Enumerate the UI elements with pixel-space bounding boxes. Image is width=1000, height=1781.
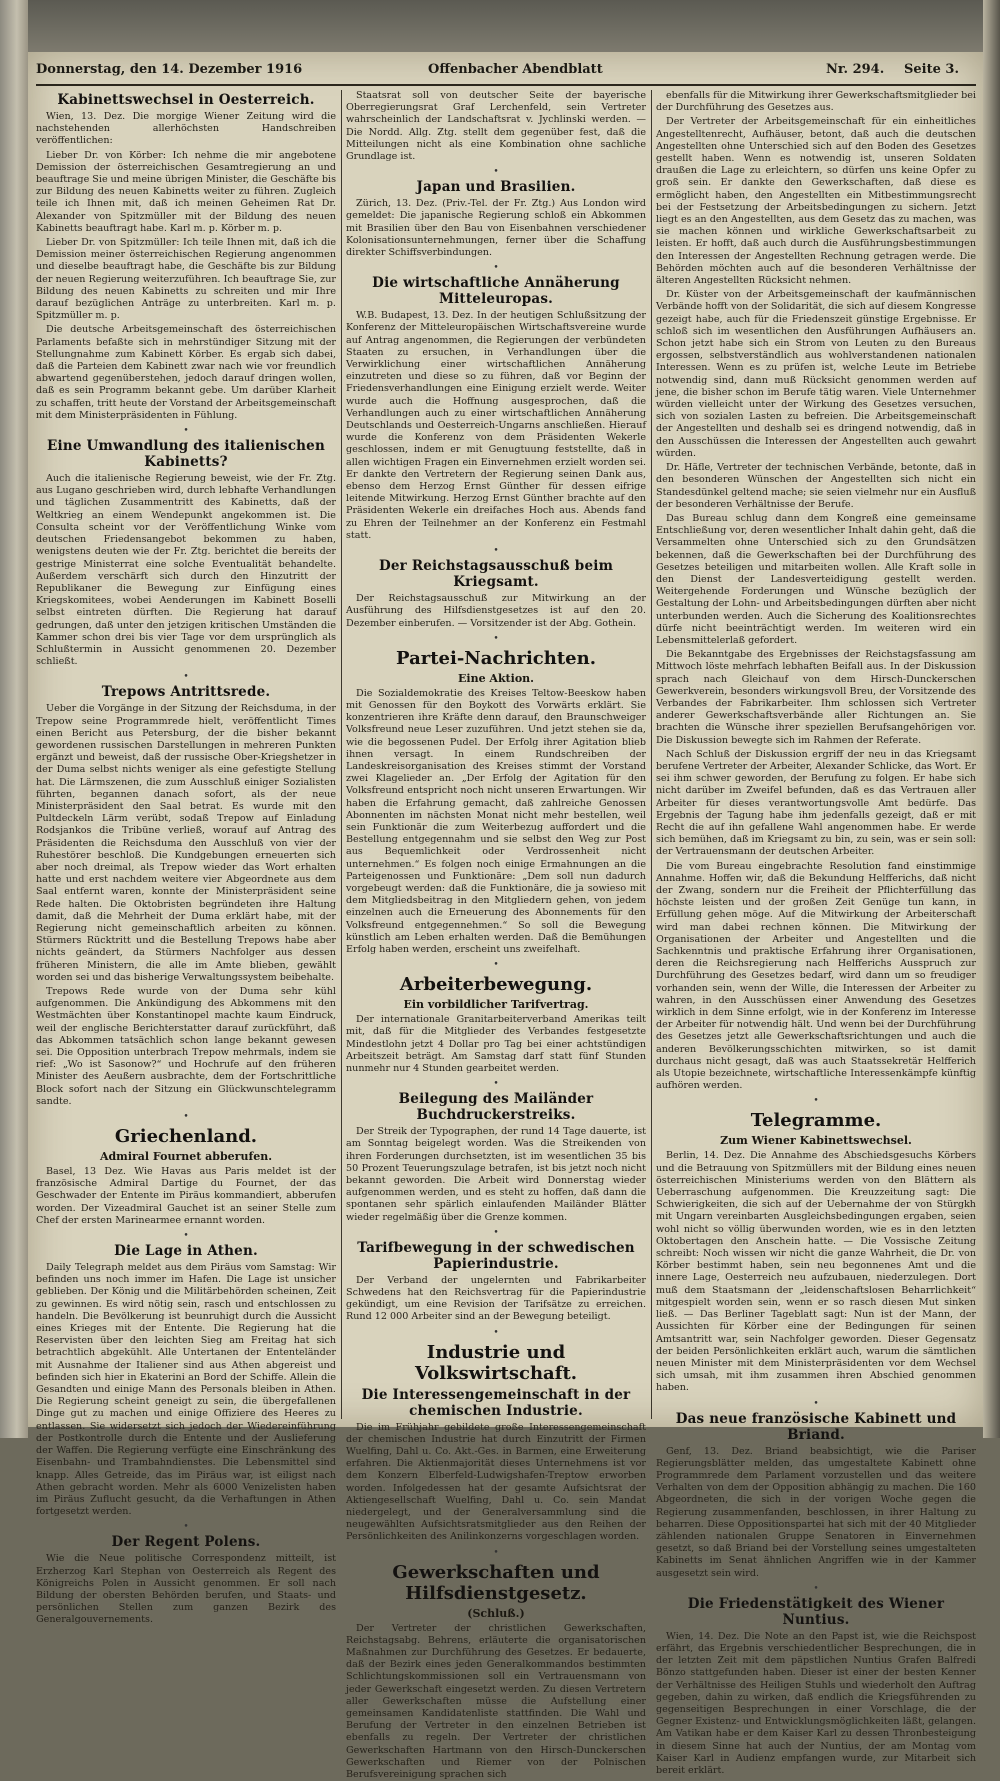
- article-paragraph: Die Bekanntgabe des Ergebnisses der Reichstagsfassung am Mittwoch löste mehrfach lebhaften Beifall aus. In der Diskussion sprach nach Gleichauf von dem Hirsch-Dunckerschen Gewerkverein, besonders wirkungsvoll Breu, der Vorsitzende des Verbandes der Fabrikarbeiter. Ihm schlossen sich Vertreter anderer Gewerkschaftsverbände aller Richtungen an. Sie brachten die Wünsche ihrer speziellen Berufsangehörigen vor. Die Diskussion bewegte sich im Rahmen der Referate.: [656, 649, 976, 746]
- article-paragraph: Dr. Häfle, Vertreter der technischen Verbände, betonte, daß in den besonderen Wünschen der Angestellten sich nicht ein Standesdünkel geltend mache; sie seien vielmehr nur ein Ausfluß der besonderen Verhältnisse der Berufe.: [656, 462, 976, 510]
- separator-dot: •: [493, 167, 499, 178]
- column-2: [346, 90, 646, 1781]
- article-paragraph: Berlin, 14. Dez. Die Annahme des Abschiedsgesuchs Körbers und die Betrauung von Spitzmüllers mit der Bildung eines neuen österreichischen Ministeriums werden von den Blättern als Ueberraschung aufgenommen. Die Kreuzzeitung sagt: Die Schwierigkeiten, die sich auf der Uebernahme der von Stürgkh mit Ungarn vereinbarten Ausgleichsbedingungen ergaben, seien wohl nicht so völlig überwunden worden, wie es in den letzten Oktobertagen den Anschein hatte. — Die Vossische Zeitung schreibt: Noch wissen wir nicht die ganze Wahrheit, die Dr. von Körber bestimmt haben, sein neu begonnenes Amt und die innere Lage, Oesterreich neu aufzubauen, niederzulegen. Dort muß dem Staatsmann der „leidenschaftslosen Beharrlichkeit“ mitgespielt worden sein, wenn er so rasch diesen Mut sinken ließ. — Das Berliner Tageblatt sagt: Nun ist der Mann, der Aussichten für Körber eine der Bedingungen für seinen Amtsantritt war, sein Nachfolger geworden. Dieser Gegensatz der beiden Persönlichkeiten erklärt auch, warum die sämtlichen neuen Minister mit dem Ministerpräsidenten vor dem Wechsel sich umsah, mit ihm zusammen ihren Abschied genommen haben.: [656, 1150, 976, 1394]
- section-heading: Telegramme.: [750, 1110, 882, 1132]
- article-headline: Der Reichstagsausschuß beim Kriegsamt.: [378, 558, 614, 591]
- section-heading: Arbeiterbewegung.: [399, 974, 593, 996]
- article-paragraph: Der Reichstagsausschuß zur Mitwirkung an der Ausführung des Hilfsdienstgesetzes ist auf den 20. Dezember einberufen. — Vorsitzender ist der Abg. Gothein.: [346, 593, 646, 629]
- column-rule: [651, 90, 652, 1419]
- masthead-page: Seite 3.: [904, 62, 959, 77]
- article-headline: Kabinettswechsel in Oesterreich.: [57, 92, 315, 108]
- article: [346, 558, 646, 630]
- separator-dot: •: [493, 263, 499, 274]
- separator-dot: •: [493, 1547, 499, 1558]
- article: [346, 179, 646, 259]
- article-headline: Ein vorbildlicher Tarifvertrag.: [403, 998, 589, 1012]
- article-paragraph: Zürich, 13. Dez. (Priv.-Tel. der Fr. Ztg.) Aus London wird gemeldet: Die japanische Regierung schloß ein Abkommen mit Brasilien über den Bau von Eisenbahnen verschiedener Kolonisationsunternehmungen, ferner über die Schaffung direkter Schiffsverbindungen.: [346, 198, 646, 259]
- article-headline: Eine Aktion.: [458, 671, 534, 685]
- article: [656, 90, 976, 1092]
- article-headline: Admiral Fournet abberufen.: [99, 1150, 273, 1164]
- separator-dot: •: [493, 1079, 499, 1090]
- column-3: [656, 90, 976, 1776]
- separator-dot: •: [493, 546, 499, 557]
- article: [346, 1342, 646, 1544]
- article-headline: Die Interessengemeinschaft in der chemischen Industrie.: [361, 1386, 631, 1419]
- article-headline: Die Friedenstätigkeit des Wiener Nuntius.: [687, 1595, 945, 1628]
- article-headline: Der Regent Polens.: [111, 1534, 261, 1551]
- section-heading: Partei-Nachrichten.: [396, 647, 596, 669]
- article-paragraph: Der Vertreter der Arbeitsgemeinschaft für ein einheitliches Angestelltenrecht, Aufhäuser, betont, daß auch die deutschen Angestellten ohne Unterschied sich auf den Boden des Gesetzes gestellt haben. Wenn es notwendig ist, unseren Soldaten draußen die Lage zu erleichtern, so dürfen uns keine Opfer zu groß sein. Er dankte den Gewerkschaften, daß diese es ermöglicht haben, den Angestellten ein Mitbestimmungsrecht bei der Festsetzung der Arbeitsbedingungen zu sichern. Jetzt liegt es an den Angestellten, aus dem Gesetz das zu machen, was sie machen können und wirkliche Gewerkschaftsarbeit zu leisten. Er hofft, daß auch durch die Ausführungsbestimmungen den Interessen der Angestellten Rechnung getragen werde. Die Behörden möchten auch auf die besonderen Verhältnisse der älteren Angestellten Rücksicht nehmen.: [656, 116, 976, 287]
- masthead-date: Donnerstag, den 14. Dezember 1916: [36, 62, 303, 77]
- column-1: [36, 90, 336, 1626]
- article-paragraph: Daily Telegraph meldet aus dem Piräus vom Samstag: Wir befinden uns noch immer im Hafen. Die Lage ist unsicher geblieben. Der König und die Militärbehörden scheinen, Zeit zu gewinnen. Es wird nötig sein, rasch und entschlossen zu handeln. Die Bevölkerung ist beunruhigt durch die Aussicht eines Krieges mit der Entente. Die Regierung hat die Reservisten über den leichten Sieg am Freitag hat sich betrachtlich abgekühlt. Alle Untertanen der Ententeländer mit Ausnahme der Italiener sind aus Athen abgereist und befinden sich hier in Ekaterini an Bord der Schiffe. Allein die Gesandten und einige Mann des Personals bleiben in Athen. Die Regierung scheint geneigt zu sein, die übergefallenen Dinge gut zu machen und einige Offiziere des Heeres zu entlassen. Sie widersetzt sich jedoch der Wiedereinführung der Postkontrolle durch die Entente und der Auslieferung der Waffen. Die Regierung verfügte eine Einschränkung des Eisenbahn- und Trambahndienstes. Die Lebensmittel sind knapp. Alles Getreide, das im Piräus war, ist eiligst nach Athen gebracht worden. Mehr als 6000 Venizelisten haben im Piräus Zuflucht gesucht, da die Verhaftungen in Athen fortgesetzt werden.: [36, 1262, 336, 1518]
- article-paragraph: Der Vertreter der christlichen Gewerkschaften, Reichstagsabg. Behrens, erläuterte die organisatorischen Maßnahmen zur Durchführung des Gesetzes. Er bedauerte, daß der Bezirk eines jeden Generalkommandos bestimmten Schlichtungskommissionen soll ein Vertrauensmann von jeder Gewerkschaft eingesetzt werden. Zu diesen Vertretern aller Gewerkschaften müsse die Aufstellung einer gemeinsamen Kandidatenliste stattfinden. Die Wahl und Berufung der Vertreter in den einzelnen Betrieben ist ebenfalls zu regeln. Der Vertreter der christlichen Gewerkschaften Hartmann von den Hirsch-Dunckerschen Gewerkschaften und Riemer von der Polnischen Berufsvereinigung sprachen sich: [346, 1622, 646, 1781]
- article-paragraph: Der Verband der ungelernten und Fabrikarbeiter Schwedens hat den Reichsvertrag für die Papierindustrie gekündigt, um eine Revision der Tarifsätze zu erreichen. Rund 12 000 Arbeiter sind an der Bewegung beteiligt.: [346, 1274, 646, 1323]
- article: [656, 1596, 976, 1777]
- separator-dot: •: [493, 1327, 499, 1338]
- article-paragraph: Ueber die Vorgänge in der Sitzung der Reichsduma, in der Trepow seine Programmrede hielt, veröffentlicht Times einen Bericht aus Petersburg, der die bisher bekannt gewordenen russischen Darstellungen in mehreren Punkten ergänzt und beweist, daß der russische Ober-Kriegshetzer in der Duma selbst nichts weniger als eine gefestigte Stellung hat. Die Lärmszenen, die zum Ausschluß einiger Sozialisten führten, begannen danach sofort, als der neue Ministerpräsident den Saal betrat. Es wurde mit den Pultdeckeln Lärm verübt, sodaß Trepow auf Einladung Rodsjankos die Tribüne verließ, worauf auf Antrag des Präsidenten die Reichsduma den Ausschluß von vier der Ruhestörer beschloß. Die Kundgebungen erneuerten sich aber noch dreimal, als Trepow wieder das Wort erhalten hatte und erst nachdem weitere vier Abgeordnete aus dem Saal entfernt waren, konnte der Ministerpräsident seine Rede halten. Die Oktobristen begründeten ihre Haltung damit, daß die Mehrheit der Duma erklärt habe, mit der Regierung nicht gemeinschaftlich arbeiten zu können. Stürmers Rücktritt und die Bestellung Trepows habe aber nichts geändert, da Stürmers Nachfolger aus dessen früheren Ministern, die alle im Amte blieben, gewählt worden sei und das bisherige Verwaltungssystem beibehalte.: [36, 703, 336, 983]
- article-paragraph: Die vom Bureau eingebrachte Resolution fand einstimmige Annahme. Hoffen wir, daß die Bekundung Helfferichs, daß nicht der Zwang, sondern nur die Freiheit der Pflichterfüllung das höchste leisten und der großen Zeit Genüge tun kann, in Erfüllung gehen möge. Auf die Mitwirkung der Arbeiterschaft wird man dabei rechnen können. Die Mitwirkung der Organisationen der Arbeiter und Angestellten und die Sachkenntnis und praktische Erfahrung ihrer Organisationen, deren die Reichsregierung nach Helfferichs Ausspruch zur Durchführung des Gesetzes bedarf, wird dann um so freudiger vorhanden sein, wenn der Wille, die Interessen der Arbeiter zu wahren, in den Ausschüssen einer Anwendung des Gesetzes wirklich in dem Sinne erfolgt, wie in der Konferenz im Interesse der Arbeiter für notwendig hält. Und wenn bei der Durchführung des Gesetzes jetzt alle Gewerkschaftsrichtungen und auch die anderen Bevölkerungsschichten mitwirken, so ist damit durchaus nicht gesagt, daß was auch Staatssekretär Helfferich als Utopie bezeichnete, wirtschaftliche Interessenkämpfe künftig aufhören werden.: [656, 860, 976, 1092]
- article-paragraph: Dr. Küster von der Arbeitsgemeinschaft der kaufmännischen Verbände hofft von der Solidarität, die sich auf diesem Kongresse gezeigt habe, auch für die Friedenszeit günstige Ergebnisse. Er schloß sich im wesentlichen den Ausführungen Aufhäusers an. Schon jetzt habe sich ein Strom von Leuten zu den Bureaus ergossen, selbstverständlich aus wohlverstandenen nationalen Interessen. Wenn es zu prüfen ist, welche Leute im Betriebe notwendig sind, dann muß Rücksicht genommen werden auf jene, die bisher schon im Berufe tätig waren. Viele Unternehmer würden vielleicht unter der Wirkung des Gesetzes versuchen, sich von sozialen Lasten zu befreien. Die Arbeitsgemeinschaft der Angestellten und deshalb sei es dringend notwendig, daß in den Ausschüssen die Interessen der Angestellten auch gewahrt würden.: [656, 289, 976, 459]
- scan-background-top: [0, 0, 1000, 52]
- article-headline: Die wirtschaftliche Annäherung Mitteleuropas.: [372, 275, 620, 308]
- article-paragraph: Lieber Dr. von Körber: Ich nehme die mir angebotene Demission der österreichischen Gesamtregierung an und beauftrage Sie und meine übrigen Minister, die Geschäfte bis zur Bildung des neuen Kabinetts weiter zu führen. Zugleich teile ich Ihnen mit, daß ich meinen Geheimen Rat Dr. Alexander von Spitzmüller mit der Bildung des neuen Kabinetts beauftragt habe. Karl m. p. Körber m. p.: [36, 149, 336, 234]
- article-paragraph: Wien, 13. Dez. Die morgige Wiener Zeitung wird die nachstehenden allerhöchsten Handschreiben veröffentlichen:: [36, 111, 336, 147]
- separator-dot: •: [183, 1112, 189, 1123]
- article-paragraph: Der internationale Granitarbeiterverband Amerikas teilt mit, daß für die Mitglieder des Verbandes festgesetzte Mindestlohn jetzt 4 Dollar pro Tag bei einer achtstündigen Arbeitszeit beträgt. Am Samstag darf statt fünf Stunden nunmehr nur 4 Stunden gearbeitet werden.: [346, 1014, 646, 1074]
- column-rule: [341, 90, 342, 1419]
- scan-background-right: [983, 0, 1000, 1438]
- newspaper-page: [28, 52, 983, 1781]
- article: [346, 1240, 646, 1324]
- article-paragraph: W.B. Budapest, 13. Dez. In der heutigen Schlußsitzung der Konferenz der Mitteleuropäischen Wirtschaftsvereine wurde auf Antrag angenommen, die Regierungen der verbündeten Staaten zu ersuchen, in Verhandlungen über die Verwirklichung einer wirtschaftlichen Annäherung einzutreten und diese so zu führen, daß vor Beginn der Friedensverhandlungen eine Einigung erzielt werde. Weiter wurde auch die Hoffnung ausgesprochen, daß die Verhandlungen auch zu einer wirtschaftlichen Annäherung Deutschlands und Oesterreich-Ungarns anschließen. Hierauf wurde die Konferenz von dem Präsidenten Wekerle geschlossen, indem er mit Genugtuung feststellte, daß in allen wichtigen Fragen ein Einvernehmen erzielt worden sei. Er dankte den Vertretern der Regierung seinen Dank aus, ebenso dem Herzog Ernst Günther für dessen eifrige leitende Mitwirkung. Herzog Ernst Günther brachte auf den Präsidenten Wekerle ein dreifaches Hoch aus. Abends fand zu Ehren der Teilnehmer an der Konferenz ein Festmahl statt.: [346, 310, 646, 541]
- article: [656, 1411, 976, 1580]
- article-headline: Trepows Antrittsrede.: [101, 684, 271, 701]
- article: [656, 1110, 976, 1394]
- article: [36, 1243, 336, 1518]
- article: [36, 684, 336, 1108]
- separator-dot: •: [183, 672, 189, 683]
- article-paragraph: Nach Schluß der Diskussion ergriff der neu in das Kriegsamt berufene Vertreter der Arbeiter, Alexander Schlicke, das Wort. Er sei ihm schwer geworden, der Berufung zu folgen. Er habe sich nicht darüber im Zweifel befunden, daß es das Vertrauen aller Arbeiter für dieses verantwortungsvolle Amt bedürfe. Das Ergebnis der Tagung habe ihm jedenfalls gezeigt, daß er mit Recht die auf ihn gefallene Wahl angenommen habe. Er werde sich bemühen, daß im Kriegsamt zu bin, zu sein, was er sein soll: der Vertrauensmann der deutschen Arbeiter.: [656, 748, 976, 858]
- masthead-issue: Nr. 294.: [826, 62, 885, 77]
- masthead-paper: Offenbacher Abendblatt: [428, 62, 603, 77]
- separator-dot: •: [813, 1398, 819, 1409]
- article-paragraph: Staatsrat soll von deutscher Seite der bayerische Oberregierungsrat Graf Lerchenfeld, sein Vertreter wahrscheinlich der Landschaftsrat v. Jychlinski werden. — Die Nordd. Allg. Ztg. stellt dem gegenüber fest, daß die Mitteilungen nicht als eine Kombination ohne sachliche Grundlage ist.: [346, 90, 646, 163]
- article: [346, 90, 646, 163]
- article-paragraph: ebenfalls für die Mitwirkung ihrer Gewerkschaftsmitglieder bei der Durchführung des Gesetzes aus.: [656, 90, 976, 114]
- article-paragraph: Wie die Neue politische Correspondenz mitteilt, ist Erzherzog Karl Stephan von Oesterreich als Regent des Königreichs Polen in Aussicht genommen. Er soll nach Bildung der obersten Behörden berufen, und Staats- und persönlichen Stellen zum ganzen Bezirk des Generalgouvernements.: [36, 1553, 336, 1626]
- article: [36, 1534, 336, 1626]
- article-paragraph: Die deutsche Arbeitsgemeinschaft des österreichischen Parlaments befaßte sich in mehrstündiger Sitzung mit der Stellungnahme zum Kabinett Körber. Es ergab sich dabei, daß die Parteien dem Kabinett zwar nach wie vor freundlich abwartend gegenüberstehen, jedoch darauf dringen wollen, daß es sein Programm bekannt gebe. Um darüber Klarheit zu schaffen, tritt heute der Vorstand der Arbeitsgemeinschaft mit dem Ministerpräsidenten in Fühlung.: [36, 324, 336, 421]
- masthead: [36, 62, 976, 84]
- article: [346, 275, 646, 542]
- separator-dot: •: [183, 426, 189, 437]
- separator-dot: •: [813, 1096, 819, 1107]
- article-paragraph: Die im Frühjahr gebildete große Interessengemeinschaft der chemischen Industrie hat durch Einzutritt der Firmen Wuelfing, Dahl u. Co. Akt.-Ges. in Barmen, eine Erweiterung erfahren. Die Aktienmajorität dieses Unternehmens ist vor dem Konzern Elberfeld-Ludwigshafen-Treptow erworben worden. Infolgedessen hat der gesamte Aufsichtsrat der Aktiengesellschaft Wuelfing, Dahl u. Co. sein Mandat niedergelegt, und der Generalversammlung sind die neugewählten Aufsichtsratsmitglieder aus den Reihen der Persönlichkeiten des Anilinkonzerns vorgeschlagen worden.: [346, 1421, 646, 1543]
- article-headline: Beilegung des Mailänder Buchdruckerstreiks.: [398, 1091, 594, 1124]
- separator-dot: •: [183, 1231, 189, 1242]
- separator-dot: •: [183, 1522, 189, 1533]
- article: [346, 648, 646, 956]
- separator-dot: •: [493, 1227, 499, 1238]
- article: [36, 438, 336, 668]
- section-heading: Gewerkschaften und Hilfsdienstgesetz.: [392, 1561, 600, 1604]
- separator-dot: •: [493, 960, 499, 971]
- article-headline: Zum Wiener Kabinettswechsel.: [720, 1134, 912, 1148]
- article-paragraph: Das Bureau schlug dann dem Kongreß eine gemeinsame Entschließung vor, deren wesentlicher Inhalt dahin geht, daß die Versammelten ohne Unterschied sich zu den Grundsätzen bekennen, daß die Gewerkschaften bei der Durchführung des Gesetzes beteiligen und mitarbeiten wollen. Alle Kraft solle in den Dienst der Landesverteidigung gestellt werden. Weitergehende Forderungen und Wünsche bezüglich der Gestaltung der Lohn- und Arbeitsbedingungen dürften aber nicht unterbunden werden. Auch die Sicherung des Koalitionsrechtes dürfe nicht beeinträchtigt werden. Im weiteren wird ein Lebensmittelerlaß gefordert.: [656, 512, 976, 646]
- article: [346, 1562, 646, 1781]
- article-headline: Japan und Brasilien.: [416, 179, 576, 196]
- article-headline: Eine Umwandlung des italienischen Kabinetts?: [47, 438, 325, 471]
- article-headline: Die Lage in Athen.: [114, 1243, 258, 1260]
- article-headline: Tarifbewegung in der schwedischen Papierindustrie.: [357, 1239, 635, 1272]
- article-paragraph: Lieber Dr. von Spitzmüller: Ich teile Ihnen mit, daß ich die Demission meiner österreichischen Regierung angenommen und dieselbe beauftragt habe, die Geschäfte bis zur Bildung der neuen Regierung weiterzuführen. Ich beauftrage Sie, zur Bildung des neuen Kabinetts zu schreiten und mir Ihre darauf bezüglichen Anträge zu unterbreiten. Karl m. p. Spitzmüller m. p.: [36, 237, 336, 322]
- article-paragraph: Wien, 14. Dez. Die Note an den Papst ist, wie die Reichspost erfährt, das Ergebnis verschiedentlicher Besprechungen, die in der letzten Zeit mit dem päpstlichen Nuntius Grafen Balfredi Bönzo stattgefunden haben. Dieser ist einer der besten Kenner der Verhältnisse des Heiligen Stuhls und wiederholt den Auftrag gegeben, dahin zu wirken, daß endlich die Kriegsführenden zu gegenseitigen Besprechungen in einer Vorschlage, die der Gegner Existenz- und Entwicklungsmöglichkeiten läßt, gelangen. Am Vatikan habe er dem Kaiser Karl zu dessen Thronbesteigung in diesem Sinne hat auch der Nuntius, der am Montag vom Kaiser Karl in Audienz empfangen wurde, zur Mitarbeit sich bereit erklärt.: [656, 1630, 976, 1776]
- article: [346, 974, 646, 1075]
- separator-dot: •: [813, 1583, 819, 1594]
- article: [36, 1126, 336, 1227]
- article-paragraph: Der Streik der Typographen, der rund 14 Tage dauerte, ist am Sonntag beigelegt worden. Was die Streikenden von ihren Forderungen durchsetzten, ist im wesentlichen 35 bis 50 Prozent Teuerungszulage betrafen, ist bis jetzt noch nicht bekannt geworden. Die Arbeit wird Donnerstag wieder aufgenommen werden, und es steht zu hoffen, daß dann die spontanen sehr spärlich einlaufenden Mailänder Blätter wieder regelmäßig über die Grenze kommen.: [346, 1126, 646, 1223]
- separator-dot: •: [493, 633, 499, 644]
- section-heading: Griechenland.: [114, 1126, 258, 1148]
- binding-spine: [0, 0, 28, 1438]
- article-paragraph: Auch die italienische Regierung beweist, wie der Fr. Ztg. aus Lugano geschrieben wird, durch lebhafte Verhandlungen und täglichen Zusammentritt des Kabinetts, daß der Weltkrieg an einem Wendepunkt angekommen ist. Die Consulta scheint vor der Veröffentlichung Winke vom deutschen Friedensangebot bekommen zu haben, wenigstens deuten wie der Fr. Ztg. berichtet die bereits der gestrige Ministerrat eine solche Eventualität behandelte. Außerdem verschärft sich durch den Hinzutritt der Republikaner die Bewegung zur Einfügung eines Kriegskomitees, wobei Aenderungen im Kabinett Boselli selbst eintreten dürften. Die Regierung hat darauf gedrungen, daß unter den jetzigen kritischen Umständen die Kammer schon drei bis vier Tage vor dem ursprünglich als Schlußtermin in Aussicht genommenen 20. Dezember schließt.: [36, 473, 336, 668]
- article-headline: (Schluß.): [467, 1606, 525, 1620]
- article-paragraph: Genf, 13. Dez. Briand beabsichtigt, wie die Pariser Regierungsblätter melden, das umgestaltete Kabinett ohne Programmrede dem Parlament vorzustellen und das weitere Verhalten von dem der Opposition abhängig zu machen. Die 160 Abgeordneten, die sich in der vorigen Woche gegen die Regierung zusammenfanden, beschlossen, in ihrer Haltung zu beharren. Diese Oppositionspartei hat sich mit der 40 Mitglieder zählenden nationalen Gruppe Senatoren in Einvernehmen gesetzt, so daß Briand bei der Vorstellung seines umgestalteten Kabinetts im Senat ähnlichen Angriffen wie in der Kammer ausgesetzt sein wird.: [656, 1445, 976, 1579]
- article-headline: Das neue französische Kabinett und Briand.: [675, 1410, 957, 1443]
- section-heading: Industrie und Volkswirtschaft.: [414, 1341, 578, 1384]
- article-paragraph: Trepows Rede wurde von der Duma sehr kühl aufgenommen. Die Ankündigung des Abkommens mit den Westmächten über Konstantinopel machte kaum Eindruck, weil der englische Berichterstatter darauf zurückführt, daß das Abkommen tatsächlich schon lange bekannt gewesen sei. Die Opposition unterbrach Trepow mehrmals, indem sie rief: „Wo ist Sasonow?“ und Hochrufe auf den früheren Minister des Aeußern ausbrachte, dem der Fortschrittliche Block sofort nach der Sitzung ein Glückwunschtelegramm sandte.: [36, 986, 336, 1107]
- article-paragraph: Die Sozialdemokratie des Kreises Teltow-Beeskow haben mit Genossen für den Boykott des Vorwärts erklärt. Sie konzentrieren ihre Kräfte denn darauf, den Braunschweiger Volksfreund neue Leser zuzuführen. Und jetzt stehen sie da, wie die begossenen Pudel. Der Erfolg ihrer Agitation blieb ihnen versagt. In einem Rundschreiben der Landeskreisorganisation des Kreises stimmt der Vorstand zwei Klagelieder an. „Der Erfolg der Agitation für den Volksfreund entspricht noch nicht unseren Erwartungen. Wir haben die Erfahrung gemacht, daß zahlreiche Genossen Abonnenten im nächsten Monat nicht mehr bestellen, weil sein Funktionär die zum Weiterbezug auffordert und die Bestellung entgegennahm und sie selbst den Weg zur Post aus Bequemlichkeit oder Verdrossenheit nicht unternehmen.“ Es folgen noch einige Ermahnungen an die Parteigenossen und Funktionäre: „Dem soll nun dadurch vorgebeugt werden: daß die Funktionäre, die ja sowieso mit dem Mitgliedsbeitrag in den Mitgliedern gehen, von jedem einzelnen auch die Erneuerung des Abonnements für den Volksfreund entgegennehmen.“ So soll die Bewegung künstlich am Leben erhalten werden. Daß die Bemühungen Erfolg haben werden, erscheint uns zweifelhaft.: [346, 687, 646, 955]
- article: [36, 92, 336, 422]
- article: [346, 1091, 646, 1224]
- article-paragraph: Basel, 13 Dez. Wie Havas aus Paris meldet ist der französische Admiral Dartige du Fournet, der das Geschwader der Entente im Piräus kommandiert, abberufen worden. Der Vizeadmiral Gauchet ist an seiner Stelle zum Chef der ersten Marinearmee ernannt worden.: [36, 1166, 336, 1226]
- masthead-rule: [36, 84, 976, 86]
